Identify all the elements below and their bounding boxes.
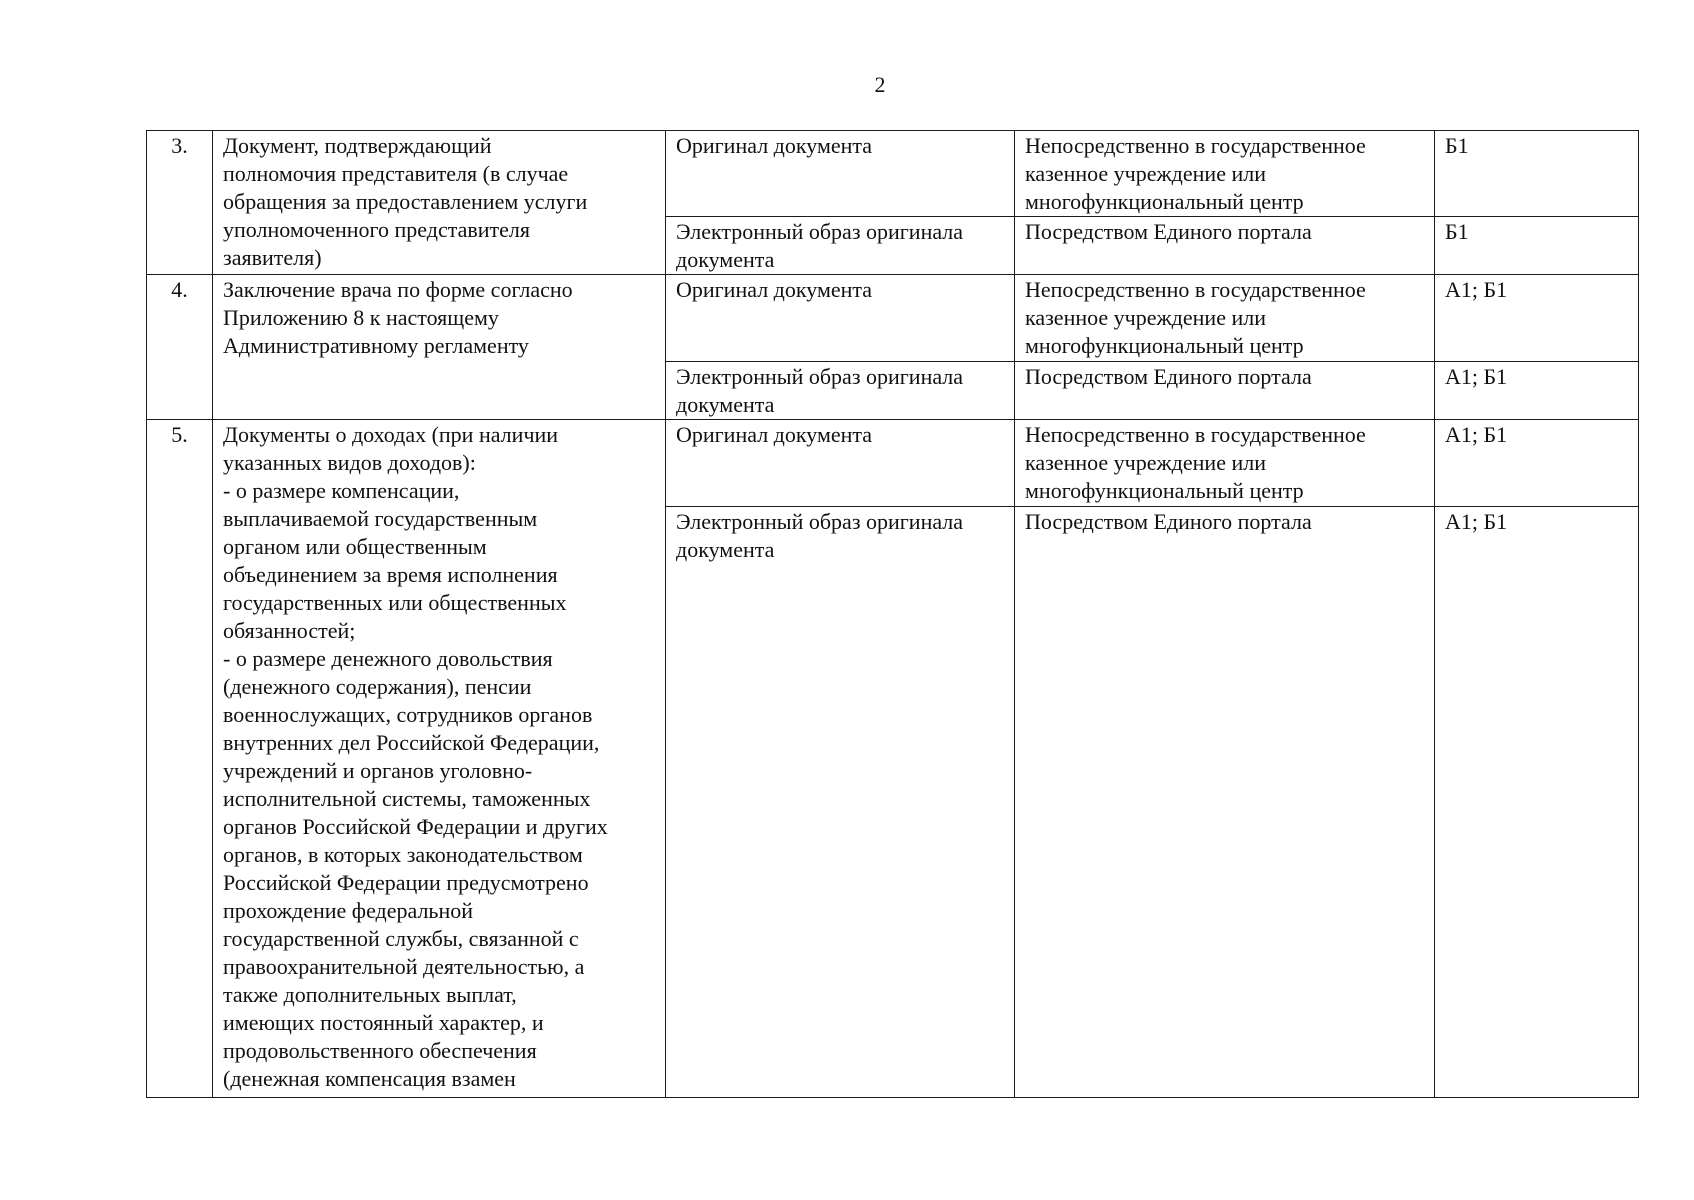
submission-method: Непосредственно в государственное казенное учреждение или многофункциональный центр (1015, 275, 1435, 362)
submission-form: Оригинал документа (666, 275, 1015, 362)
category-code: Б1 (1435, 131, 1639, 217)
document-description: Заключение врача по форме согласно Приложению 8 к настоящему Административному регламенту (213, 275, 666, 420)
table-row (147, 275, 1639, 362)
table-row (147, 131, 1639, 217)
row-number: 3. (147, 131, 213, 275)
submission-form: Электронный образ оригинала документа (666, 362, 1015, 420)
category-code: А1; Б1 (1435, 420, 1639, 507)
category-code: Б1 (1435, 217, 1639, 275)
submission-method: Непосредственно в государственное казенное учреждение или многофункциональный центр (1015, 131, 1435, 217)
submission-form: Электронный образ оригинала документа (666, 507, 1015, 1098)
submission-method: Посредством Единого портала (1015, 507, 1435, 1098)
submission-method: Непосредственно в государственное казенное учреждение или многофункциональный центр (1015, 420, 1435, 507)
submission-form: Электронный образ оригинала документа (666, 217, 1015, 275)
submission-form: Оригинал документа (666, 131, 1015, 217)
row-number: 5. (147, 420, 213, 1098)
submission-form: Оригинал документа (666, 420, 1015, 507)
documents-table (146, 130, 1639, 1098)
document-description: Документы о доходах (при наличии указанных видов доходов): - о размере компенсации, выплачиваемой государственным органом или общественным объединением за время исполнения государственных или общественных обязанностей; - о размере денежного довольствия (денежного содержания), пенсии военнослужащих, сотрудников органов внутренних дел Российской Федерации, учреждений и органов уголовно- исполнительной системы, таможенных органов Российской Федерации и других органов, в которых законодательством Российской Федерации предусмотрено прохождение федеральной государственной службы, связанной с правоохранительной деятельностью, а также дополнительных выплат, имеющих постоянный характер, и продовольственного обеспечения (денежная компенсация взамен (213, 420, 666, 1098)
submission-method: Посредством Единого портала (1015, 362, 1435, 420)
row-number: 4. (147, 275, 213, 420)
category-code: А1; Б1 (1435, 507, 1639, 1098)
table-row (147, 420, 1639, 507)
document-description: Документ, подтверждающий полномочия представителя (в случае обращения за предоставлением услуги уполномоченного представителя заявителя) (213, 131, 666, 275)
submission-method: Посредством Единого портала (1015, 217, 1435, 275)
category-code: А1; Б1 (1435, 275, 1639, 362)
page-number: 2 (874, 72, 886, 97)
category-code: А1; Б1 (1435, 362, 1639, 420)
